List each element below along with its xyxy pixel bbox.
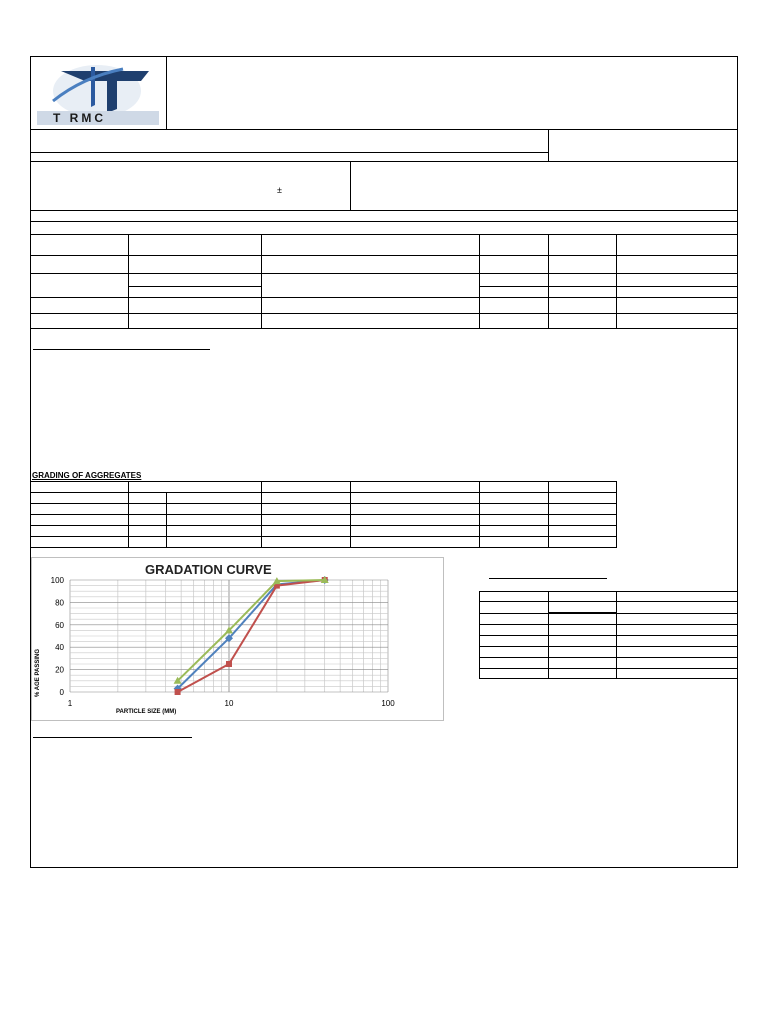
side-table xyxy=(479,591,738,679)
side-table-row-7 xyxy=(479,668,738,669)
grading-col-2 xyxy=(166,492,167,548)
chart-y-axis-label: % AGE PASSING xyxy=(35,648,41,697)
y-tick-label: 60 xyxy=(55,620,64,630)
y-tick-label: 80 xyxy=(55,598,64,608)
main-table-col-5 xyxy=(616,234,617,329)
y-tick-label: 0 xyxy=(59,688,64,697)
grading-heading: GRADING OF AGGREGATES xyxy=(32,471,142,480)
main-table-row-2 xyxy=(30,273,738,274)
side-table-row-5 xyxy=(479,646,738,647)
gradation-chart xyxy=(31,557,444,721)
main-table-row-1 xyxy=(30,255,738,256)
logo-divider xyxy=(166,56,167,129)
info-line-3 xyxy=(30,210,738,211)
side-table-row-1 xyxy=(479,601,738,602)
grading-table xyxy=(30,481,617,548)
info-line-2 xyxy=(30,161,738,162)
main-table xyxy=(30,234,738,329)
chart-y-ticks xyxy=(51,576,65,697)
x-tick-label: 1 xyxy=(67,699,73,708)
logo-block xyxy=(31,57,166,129)
main-table-col-1 xyxy=(128,234,129,329)
side-table-row-2 xyxy=(479,613,738,614)
y-tick-label: 40 xyxy=(55,643,64,653)
grading-row-5 xyxy=(30,536,617,537)
main-table-row-3 xyxy=(30,297,738,298)
main-table-row-4 xyxy=(30,313,738,314)
main-table-col-2 xyxy=(261,234,262,329)
side-table-row-6 xyxy=(479,657,738,658)
side-table-heading-underline xyxy=(489,578,607,579)
main-table-col-4 xyxy=(548,234,549,329)
side-table-row-4 xyxy=(479,635,738,636)
chart-title: GRADATION CURVE xyxy=(145,562,272,577)
series-point xyxy=(226,661,232,667)
section-underline-2 xyxy=(33,737,192,738)
main-table-row-2b xyxy=(479,286,738,287)
grading-row-1 xyxy=(30,492,617,493)
y-tick-label: 20 xyxy=(55,665,64,675)
grading-row-4 xyxy=(30,525,617,526)
chart-series xyxy=(174,576,329,695)
report-frame xyxy=(30,56,738,868)
series-line-1 xyxy=(178,580,325,689)
main-table-row-2a xyxy=(128,286,261,287)
logo-text: T RMC xyxy=(53,111,106,125)
main-table-col-3 xyxy=(479,234,480,329)
grading-row-2 xyxy=(30,503,617,504)
info-line-4 xyxy=(30,221,738,222)
chart-x-axis-label: PARTICLE SIZE (MM) xyxy=(116,709,177,715)
grading-row-3 xyxy=(30,514,617,515)
info-divider-2 xyxy=(350,161,351,210)
header-bottom-line xyxy=(30,129,738,130)
chart-x-ticks xyxy=(68,699,395,708)
x-tick-label: 10 xyxy=(224,699,234,708)
info-line-1 xyxy=(30,152,548,153)
plus-minus-symbol: ± xyxy=(277,185,282,195)
series-point xyxy=(175,689,181,695)
x-tick-label: 100 xyxy=(381,699,395,708)
section-underline-1 xyxy=(33,349,210,350)
side-table-row-3 xyxy=(479,624,738,625)
info-divider-1 xyxy=(548,129,549,161)
y-tick-label: 100 xyxy=(50,576,64,585)
main-table-row-5 xyxy=(30,328,738,329)
